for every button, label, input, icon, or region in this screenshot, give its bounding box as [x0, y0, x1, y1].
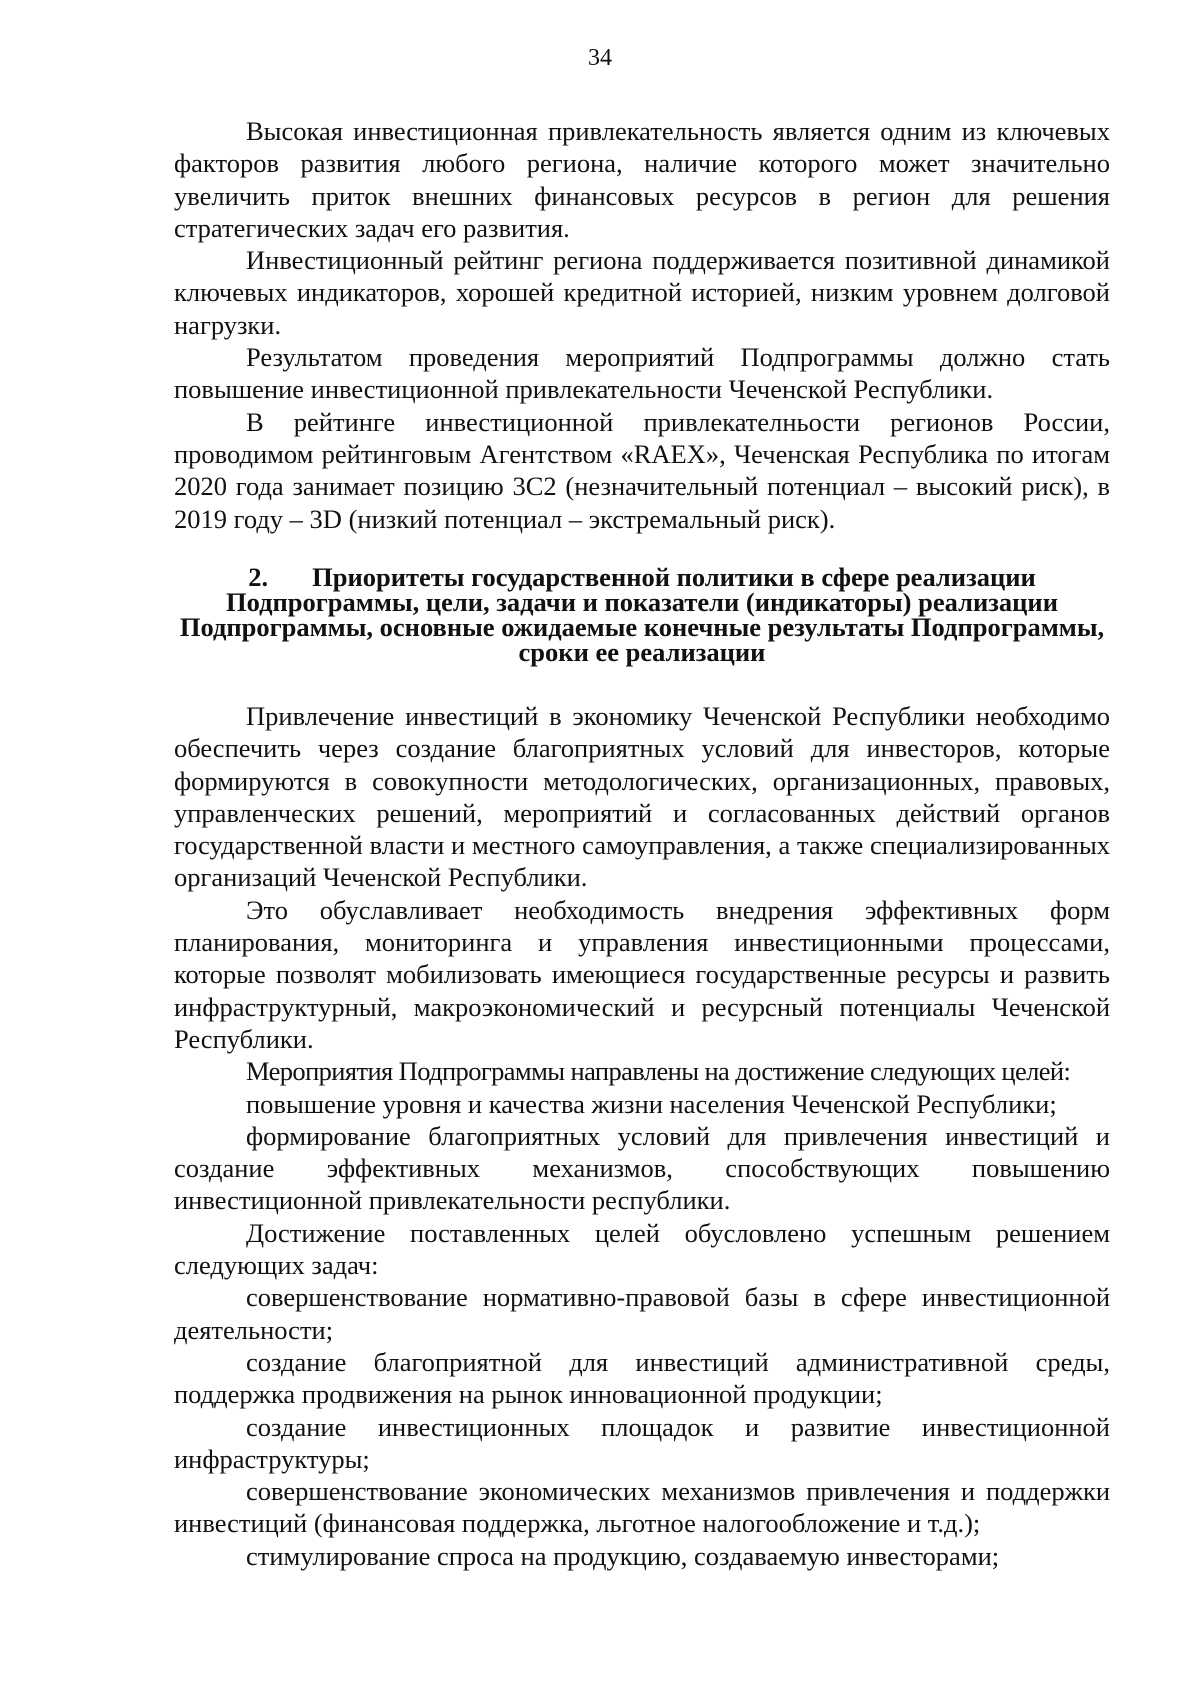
intro-section [174, 115, 1110, 535]
paragraph-investment-attractiveness: Высокая инвестиционная привлекательность является одним из ключевых факторов развития любого региона, наличие которого может значительно увеличить приток внешних финансовых ресурсов в регион для решения стратегических задач его развития. [174, 116, 1110, 243]
page-number: 34 [588, 45, 612, 71]
task-item-investment-sites: создание инвестиционных площадок и развитие инвестиционной инфраструктуры; [174, 1411, 1110, 1474]
section-heading-number: 2. [248, 562, 269, 592]
task-item-economic-mechanisms: совершенствование экономических механизмов привлечения и поддержки инвестиций (финансовая поддержка, льготное налогообложение и т.д.); [174, 1476, 1110, 1539]
paragraph-tasks-intro: Достижение поставленных целей обусловлено успешным решением следующих задач: [174, 1217, 1110, 1281]
body-section [174, 700, 1110, 1572]
paragraph-goals-intro: Мероприятия Подпрограммы направлены на достижение следующих целей: [246, 1056, 1071, 1087]
task-item-demand-stimulation: стимулирование спроса на продукцию, создаваемую инвесторами; [246, 1540, 1000, 1571]
paragraph-subprogram-result: Результатом проведения мероприятий Подпрограммы должно стать повышение инвестиционной привлекательности Чеченской Республики. [174, 342, 1110, 405]
section-heading-text: Приоритеты государственной политики в сфере реализации Подпрограммы, цели, задачи и показатели (индикаторы) реализации Подпрограммы, основные ожидаемые конечные результаты Подпрограммы, сроки ее реализации [179, 562, 1105, 667]
goal-item-favorable-conditions: формирование благоприятных условий для привлечения инвестиций и создание эффективных механизмов, способствующих повышению инвестиционной привлекательности республики. [174, 1120, 1110, 1216]
section-heading [174, 562, 1110, 667]
goal-item-quality-of-life: повышение уровня и качества жизни населения Чеченской Республики; [246, 1088, 1057, 1119]
paragraph-investment-rating: Инвестиционный рейтинг региона поддерживается позитивной динамикой ключевых индикаторов, хорошей кредитной историей, низким уровнем долговой нагрузки. [174, 245, 1110, 340]
task-item-regulatory-base: совершенствование нормативно-правовой базы в сфере инвестиционной деятельности; [174, 1282, 1110, 1345]
paragraph-effective-planning: Это обуславливает необходимость внедрения эффективных форм планирования, мониторинга и управления инвестиционными процессами, которые позволят мобилизовать имеющиеся государственные ресурсы и развить инфраструктурный, макроэкономический и ресурсный потенциалы Чеченской Республики. [174, 894, 1110, 1054]
task-item-administrative-environment: создание благоприятной для инвестиций административной среды, поддержка продвижения на рынок инновационной продукции; [174, 1346, 1110, 1410]
paragraph-raex-rating: В рейтинге инвестиционной привлекателньости регионов России, проводимом рейтинговым Агентством «RAEX», Чеченская Республика по итогам 2020 года занимает позицию 3С2 (незначительный потенциал – высокий риск), в 2019 году – 3D (низкий потенциал – экстремальный риск). [174, 406, 1110, 534]
paragraph-attracting-investment: Привлечение инвестиций в экономику Чеченской Республики необходимо обеспечить через создание благоприятных условий для инвесторов, которые формируются в совокупности методологических, организационных, правовых, управленческих решений, мероприятий и согласованных действий органов государственной власти и местного самоуправления, а также специализированных организаций Чеченской Республики. [174, 701, 1110, 893]
